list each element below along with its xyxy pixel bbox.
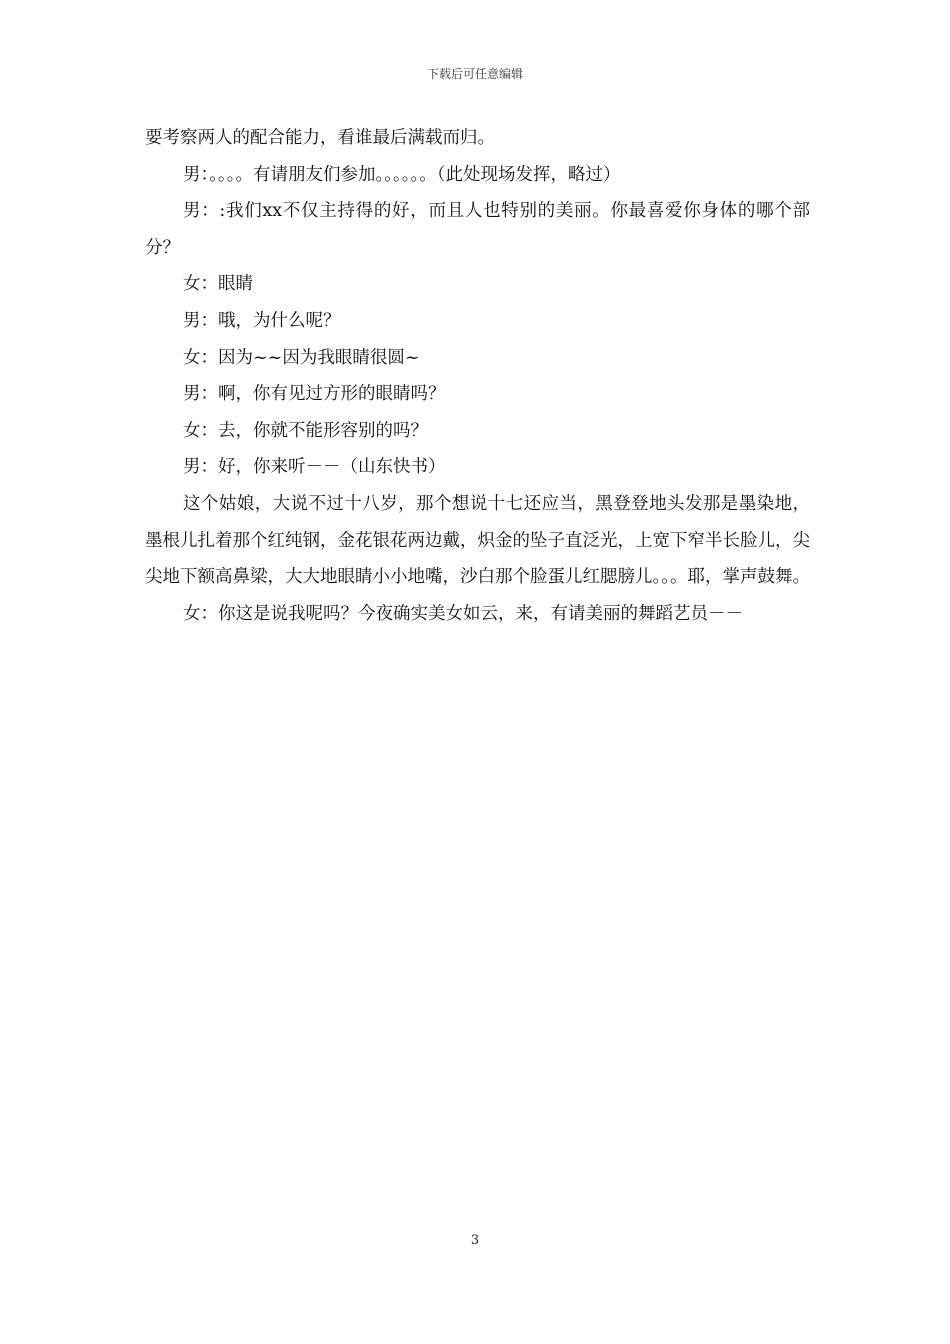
paragraph: 女：你这是说我呢吗？今夜确实美女如云，来，有请美丽的舞蹈艺员－－ bbox=[183, 603, 743, 624]
paragraph: 男：啊，你有见过方形的眼睛吗？ bbox=[183, 384, 446, 405]
paragraph: 女：因为~~因为我眼睛很圆~ bbox=[183, 347, 420, 368]
paragraph: 要考察两人的配合能力，看谁最后满载而归。 bbox=[145, 128, 495, 148]
paragraph: 男：好，你来听－－（山东快书） bbox=[183, 457, 446, 478]
page-number: 3 bbox=[470, 1233, 480, 1248]
paragraph: 女：眼睛 bbox=[183, 274, 253, 295]
paragraph: 男：。。。。有请朋友们参加。。。。。。（此处现场发挥，略过） bbox=[183, 164, 621, 185]
paragraph: 男：:我们xx不仅主持得的好，而且人也特别的美丽。你最喜爱你身体的哪个部分？ bbox=[145, 201, 810, 258]
paragraph: 这个姑娘，大说不过十八岁，那个想说十七还应当，黑登登地头发那是墨染地，墨根儿扎着那个红纯钢，金花银花两边戴，炽金的坠子直泛光，上宽下窄半长脸儿，尖尖地下额高鼻梁，大大地眼睛小小地嘴，沙白那个脸蛋儿红腮膀儿。。。耶，掌声鼓舞。 bbox=[145, 493, 810, 588]
document-body bbox=[145, 120, 810, 632]
paragraph: 女：去，你就不能形容别的吗？ bbox=[183, 420, 428, 441]
paragraph: 男：哦，为什么呢？ bbox=[183, 310, 341, 331]
page-header: 下载后可任意编辑 bbox=[426, 67, 523, 81]
